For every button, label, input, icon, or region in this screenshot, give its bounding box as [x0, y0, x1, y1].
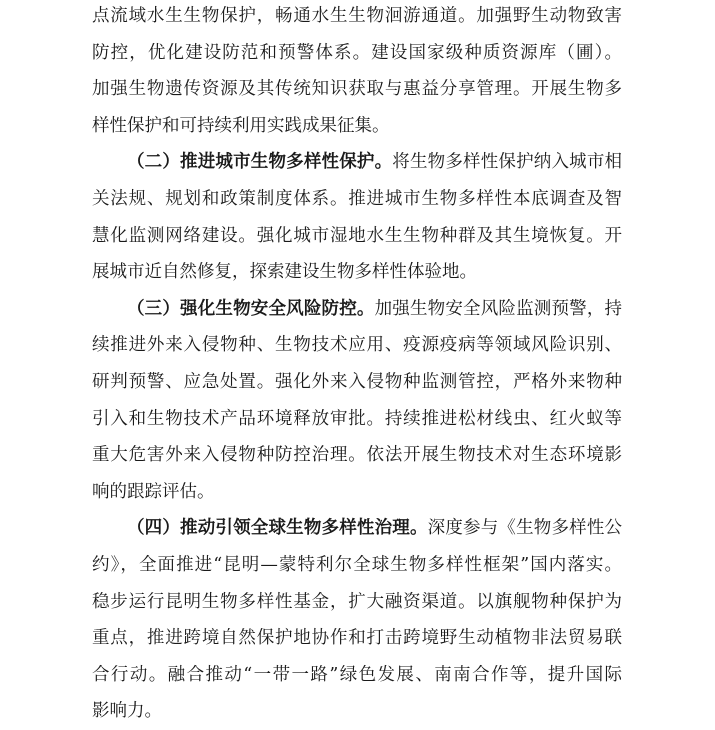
text-line: 点流域水生生物保护，畅通水生生物洄游通道。加强野生动物致害 — [92, 6, 622, 26]
text-line: 合行动。融合推动“一带一路”绿色发展、南南合作等，提升国际 — [92, 664, 622, 685]
text-run: 将生物多样性保护纳入城市相 — [392, 152, 623, 173]
text-line: 慧化监测网络建设。强化城市湿地水生生物种群及其生境恢复。开 — [92, 225, 622, 246]
text-line: 防控，优化建设防范和预警体系。建设国家级种质资源库（圃）。 — [92, 42, 622, 63]
text-line: 关法规、规划和政策制度体系。推进城市生物多样性本底调查及智 — [92, 188, 622, 209]
section-biosafety-risk — [92, 291, 622, 511]
text-line: 重大危害外来入侵物种防控治理。依法开展生物技术对生态环境影 — [92, 445, 622, 466]
text-line — [92, 144, 622, 181]
section-heading: （四）推动引领全球生物多样性治理。 — [127, 518, 428, 539]
text-line: 样性保护和可持续利用实践成果征集。 — [92, 115, 390, 136]
text-line: 引入和生物技术产品环境释放审批。持续推进松材线虫、红火蚁等 — [92, 408, 622, 429]
text-line — [92, 510, 622, 547]
section-urban-biodiversity — [92, 144, 622, 290]
section-heading: （三）强化生物安全风险防控。 — [127, 298, 375, 319]
text-line: 研判预警、应急处置。强化外来入侵物种监测管控，严格外来物种 — [92, 371, 622, 392]
text-line: 稳步运行昆明生物多样性基金，扩大融资渠道。以旗舰物种保护为 — [92, 591, 622, 612]
text-run: 加强生物安全风险监测预警，持 — [374, 298, 623, 319]
text-line: 约》，全面推进“昆明—蒙特利尔全球生物多样性框架”国内落实。 — [92, 554, 622, 575]
text-line — [92, 291, 622, 328]
paragraph-biodiversity-protection — [92, 0, 622, 144]
document-page — [92, 0, 622, 730]
text-run: 深度参与《生物多样性公 — [427, 518, 623, 539]
text-line: 影响力。 — [92, 701, 162, 722]
text-line: 响的跟踪评估。 — [92, 481, 215, 502]
text-line: 续推进外来入侵物种、生物技术应用、疫源疫病等领域风险识别、 — [92, 335, 622, 356]
section-global-governance — [92, 510, 622, 730]
text-line: 展城市近自然修复，探索建设生物多样性体验地。 — [92, 262, 477, 283]
section-heading: （二）推进城市生物多样性保护。 — [127, 152, 393, 173]
text-line: 加强生物遗传资源及其传统知识获取与惠益分享管理。开展生物多 — [92, 79, 622, 100]
text-line: 重点，推进跨境自然保护地协作和打击跨境野生动植物非法贸易联 — [92, 628, 622, 649]
